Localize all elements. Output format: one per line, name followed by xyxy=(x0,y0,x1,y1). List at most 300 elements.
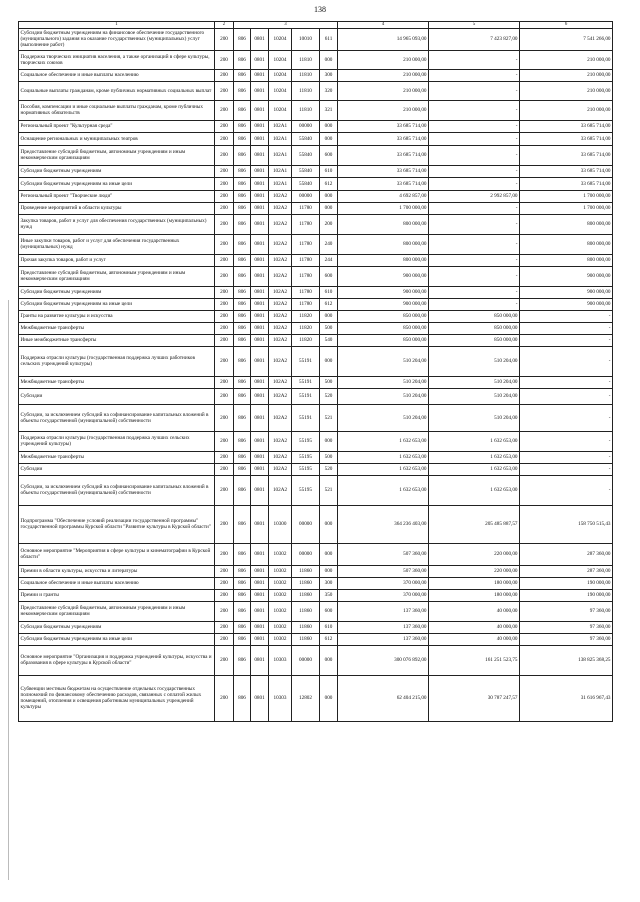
code-expense-type: 000 xyxy=(320,431,338,451)
code-ministry: 200 xyxy=(215,28,234,50)
table-row xyxy=(19,81,613,100)
row-name: Социальное обеспечение и иные выплаты населению xyxy=(19,69,215,81)
code-section: 806 xyxy=(234,475,251,505)
code-expense-type: 000 xyxy=(320,50,338,69)
table-row xyxy=(19,589,613,601)
amount-federal: 850 000,00 xyxy=(429,334,520,346)
table-row xyxy=(19,475,613,505)
code-program: 10302 xyxy=(269,601,292,621)
code-expense-type: 200 xyxy=(320,214,338,234)
amount-federal: 2 992 857,00 xyxy=(429,190,520,202)
code-subsection: 0801 xyxy=(251,145,269,165)
amount-total: 800 000,00 xyxy=(338,234,429,254)
code-expense-type: 000 xyxy=(320,346,338,376)
amount-regional: 900 000,00 xyxy=(520,286,613,298)
budget-table xyxy=(18,21,613,722)
code-expense-type: 000 xyxy=(320,505,338,543)
code-section: 806 xyxy=(234,633,251,645)
code-subsection: 0801 xyxy=(251,675,269,721)
amount-federal: 40 000,00 xyxy=(429,633,520,645)
code-ministry: 200 xyxy=(215,376,234,388)
amount-total: 1 632 653,00 xyxy=(338,451,429,463)
column-number: 3 xyxy=(234,22,338,29)
code-section: 806 xyxy=(234,376,251,388)
code-expense-type: 240 xyxy=(320,234,338,254)
amount-federal: 7 423 827,00 xyxy=(429,28,520,50)
code-program: 102A2 xyxy=(269,298,292,310)
code-expense-type: 610 xyxy=(320,621,338,633)
code-section: 806 xyxy=(234,463,251,475)
code-program: 102A1 xyxy=(269,165,292,177)
amount-federal: - xyxy=(429,81,520,100)
amount-total: 210 000,00 xyxy=(338,100,429,120)
amount-regional: 33 685 714,00 xyxy=(520,177,613,190)
table-row xyxy=(19,177,613,190)
code-subsection: 0801 xyxy=(251,621,269,633)
amount-regional: 210 000,00 xyxy=(520,81,613,100)
code-subsection: 0801 xyxy=(251,266,269,286)
code-direction: 11780 xyxy=(292,266,320,286)
row-name: Основное мероприятие "Организация и поддержка учреждений культуры, искусства и образования в сфере культуры в Курской области" xyxy=(19,645,215,675)
code-subsection: 0801 xyxy=(251,334,269,346)
code-program: 102A2 xyxy=(269,376,292,388)
code-section: 806 xyxy=(234,69,251,81)
table-row xyxy=(19,165,613,177)
code-expense-type: 000 xyxy=(320,565,338,577)
code-subsection: 0801 xyxy=(251,601,269,621)
code-subsection: 0801 xyxy=(251,298,269,310)
code-expense-type: 600 xyxy=(320,145,338,165)
table-row xyxy=(19,69,613,81)
code-subsection: 0801 xyxy=(251,505,269,543)
code-subsection: 0801 xyxy=(251,577,269,589)
code-expense-type: 320 xyxy=(320,81,338,100)
amount-total: 370 000,00 xyxy=(338,577,429,589)
amount-regional: 190 000,00 xyxy=(520,589,613,601)
code-section: 806 xyxy=(234,298,251,310)
table-row xyxy=(19,234,613,254)
amount-total: 300 076 892,00 xyxy=(338,645,429,675)
amount-federal: 510 204,00 xyxy=(429,376,520,388)
code-expense-type: 600 xyxy=(320,266,338,286)
amount-total: 900 000,00 xyxy=(338,266,429,286)
code-direction: 10010 xyxy=(292,28,320,50)
table-row xyxy=(19,577,613,589)
row-name: Премии в области культуры, искусства и литературы xyxy=(19,565,215,577)
code-subsection: 0801 xyxy=(251,234,269,254)
amount-total: 1 632 653,00 xyxy=(338,463,429,475)
code-ministry: 200 xyxy=(215,286,234,298)
column-number: 4 xyxy=(338,22,429,29)
amount-regional: 7 541 266,00 xyxy=(520,28,613,50)
amount-federal: - xyxy=(429,50,520,69)
row-name: Межбюджетные трансферты xyxy=(19,451,215,463)
code-direction: 55191 xyxy=(292,346,320,376)
row-name: Предоставление субсидий бюджетным, автономным учреждениям и иным некоммерческим организациям xyxy=(19,601,215,621)
amount-total: 33 685 714,00 xyxy=(338,177,429,190)
code-program: 10302 xyxy=(269,633,292,645)
code-direction: 00000 xyxy=(292,505,320,543)
amount-regional: - xyxy=(520,322,613,334)
code-ministry: 200 xyxy=(215,165,234,177)
code-section: 806 xyxy=(234,589,251,601)
code-ministry: 200 xyxy=(215,310,234,322)
code-expense-type: 000 xyxy=(320,202,338,214)
code-section: 806 xyxy=(234,601,251,621)
amount-federal: 220 000,00 xyxy=(429,543,520,565)
code-ministry: 200 xyxy=(215,388,234,404)
amount-regional: - xyxy=(520,404,613,431)
code-ministry: 200 xyxy=(215,50,234,69)
code-program: 102A2 xyxy=(269,234,292,254)
code-subsection: 0801 xyxy=(251,589,269,601)
code-expense-type: 500 xyxy=(320,451,338,463)
amount-total: 1 632 653,00 xyxy=(338,431,429,451)
code-subsection: 0801 xyxy=(251,28,269,50)
code-subsection: 0801 xyxy=(251,451,269,463)
amount-regional: 138 825 368,25 xyxy=(520,645,613,675)
row-name: Иные закупки товаров, работ и услуг для обеспечения государственных (муниципальных) нужд xyxy=(19,234,215,254)
code-section: 806 xyxy=(234,322,251,334)
amount-federal: 1 632 653,00 xyxy=(429,451,520,463)
amount-federal: 1 632 653,00 xyxy=(429,431,520,451)
code-section: 806 xyxy=(234,214,251,234)
amount-total: 364 236 403,00 xyxy=(338,505,429,543)
amount-federal: - xyxy=(429,254,520,266)
table-row xyxy=(19,254,613,266)
amount-federal: - xyxy=(429,286,520,298)
code-expense-type: 500 xyxy=(320,322,338,334)
row-name: Премии и гранты xyxy=(19,589,215,601)
amount-regional: - xyxy=(520,310,613,322)
code-subsection: 0801 xyxy=(251,190,269,202)
code-direction: 55191 xyxy=(292,388,320,404)
code-expense-type: 244 xyxy=(320,254,338,266)
column-number: 1 xyxy=(19,22,215,29)
amount-federal: - xyxy=(429,132,520,145)
amount-regional: 287 360,00 xyxy=(520,543,613,565)
row-name: Предоставление субсидий бюджетным, автономным учреждениям и иным некоммерческим организациям xyxy=(19,145,215,165)
code-section: 806 xyxy=(234,346,251,376)
code-subsection: 0801 xyxy=(251,50,269,69)
code-program: 102A1 xyxy=(269,145,292,165)
amount-total: 4 692 857,00 xyxy=(338,190,429,202)
row-name: Субсидии, за исключением субсидий на софинансирование капитальных вложений в объекты государственной (муниципальной) собственности xyxy=(19,475,215,505)
table-row xyxy=(19,463,613,475)
amount-total: 33 685 714,00 xyxy=(338,120,429,132)
table-row xyxy=(19,388,613,404)
code-expense-type: 610 xyxy=(320,286,338,298)
code-subsection: 0801 xyxy=(251,132,269,145)
code-direction: 11780 xyxy=(292,202,320,214)
row-name: Поддержка отрасли культуры (государственная поддержка лучших работников сельских учреждений культуры) xyxy=(19,346,215,376)
code-section: 806 xyxy=(234,621,251,633)
code-expense-type: 000 xyxy=(320,645,338,675)
row-name: Иные межбюджетные трансферты xyxy=(19,334,215,346)
code-section: 806 xyxy=(234,177,251,190)
code-program: 10300 xyxy=(269,505,292,543)
table-row xyxy=(19,451,613,463)
amount-federal: 205 485 887,57 xyxy=(429,505,520,543)
amount-federal: - xyxy=(429,145,520,165)
row-name: Субсидии xyxy=(19,388,215,404)
code-program: 102A2 xyxy=(269,451,292,463)
code-expense-type: 521 xyxy=(320,404,338,431)
code-section: 806 xyxy=(234,334,251,346)
code-ministry: 200 xyxy=(215,145,234,165)
amount-regional: 97 360,00 xyxy=(520,601,613,621)
code-ministry: 200 xyxy=(215,463,234,475)
code-ministry: 200 xyxy=(215,132,234,145)
amount-regional: - xyxy=(520,431,613,451)
code-section: 806 xyxy=(234,310,251,322)
row-name: Гранты на развитие культуры и искусства xyxy=(19,310,215,322)
amount-regional: 190 000,00 xyxy=(520,577,613,589)
amount-total: 33 685 714,00 xyxy=(338,145,429,165)
table-row xyxy=(19,565,613,577)
row-name: Социальное обеспечение и иные выплаты населению xyxy=(19,577,215,589)
amount-federal: 510 204,00 xyxy=(429,388,520,404)
code-section: 806 xyxy=(234,100,251,120)
amount-federal: 510 204,00 xyxy=(429,346,520,376)
code-program: 102A2 xyxy=(269,388,292,404)
code-direction: 55195 xyxy=(292,451,320,463)
code-subsection: 0801 xyxy=(251,431,269,451)
code-section: 806 xyxy=(234,145,251,165)
amount-federal: 1 632 653,00 xyxy=(429,463,520,475)
table-row xyxy=(19,286,613,298)
table-row xyxy=(19,346,613,376)
amount-federal: - xyxy=(429,177,520,190)
code-expense-type: 300 xyxy=(320,577,338,589)
code-subsection: 0801 xyxy=(251,565,269,577)
code-section: 806 xyxy=(234,543,251,565)
table-row xyxy=(19,190,613,202)
code-program: 102A2 xyxy=(269,475,292,505)
row-name: Субсидии, за исключением субсидий на софинансирование капитальных вложений в объекты государственной (муниципальной) собственности xyxy=(19,404,215,431)
code-section: 806 xyxy=(234,81,251,100)
code-program: 10204 xyxy=(269,69,292,81)
row-name: Субсидии бюджетным учреждениям на иные цели xyxy=(19,177,215,190)
code-expense-type: 000 xyxy=(320,190,338,202)
row-name: Субсидии бюджетным учреждениям xyxy=(19,286,215,298)
row-name: Социальные выплаты гражданам, кроме публичных нормативных социальных выплат xyxy=(19,81,215,100)
code-expense-type: 520 xyxy=(320,463,338,475)
code-section: 806 xyxy=(234,565,251,577)
amount-regional: 1 700 000,00 xyxy=(520,190,613,202)
amount-regional: - xyxy=(520,388,613,404)
code-section: 806 xyxy=(234,50,251,69)
table-row xyxy=(19,100,613,120)
code-section: 806 xyxy=(234,254,251,266)
code-ministry: 200 xyxy=(215,346,234,376)
amount-total: 800 000,00 xyxy=(338,214,429,234)
code-expense-type: 612 xyxy=(320,298,338,310)
code-program: 102A2 xyxy=(269,286,292,298)
code-program: 102A2 xyxy=(269,346,292,376)
code-ministry: 200 xyxy=(215,69,234,81)
code-subsection: 0801 xyxy=(251,376,269,388)
code-program: 10204 xyxy=(269,100,292,120)
amount-total: 850 000,00 xyxy=(338,334,429,346)
amount-federal: 220 000,00 xyxy=(429,565,520,577)
code-section: 806 xyxy=(234,505,251,543)
code-ministry: 200 xyxy=(215,298,234,310)
amount-total: 900 000,00 xyxy=(338,298,429,310)
amount-regional: - xyxy=(520,376,613,388)
amount-regional: - xyxy=(520,463,613,475)
amount-total: 210 000,00 xyxy=(338,50,429,69)
amount-total: 62 404 215,00 xyxy=(338,675,429,721)
amount-federal: 40 000,00 xyxy=(429,601,520,621)
row-name: Подпрограмма "Обеспечение условий реализации государственной программы" государственной программы Курской области "Развитие культуры в Курской области" xyxy=(19,505,215,543)
table-row xyxy=(19,675,613,721)
code-program: 102A2 xyxy=(269,202,292,214)
column-number: 5 xyxy=(429,22,520,29)
code-ministry: 200 xyxy=(215,120,234,132)
amount-total: 510 204,00 xyxy=(338,346,429,376)
row-name: Поддержка творческих инициатив населения, а также организаций в сфере культуры, творческих союзов xyxy=(19,50,215,69)
amount-total: 33 685 714,00 xyxy=(338,132,429,145)
code-section: 806 xyxy=(234,234,251,254)
code-ministry: 200 xyxy=(215,565,234,577)
amount-regional: 97 360,00 xyxy=(520,621,613,633)
table-row xyxy=(19,601,613,621)
code-ministry: 200 xyxy=(215,177,234,190)
amount-regional: - xyxy=(520,346,613,376)
code-direction: 11820 xyxy=(292,310,320,322)
code-subsection: 0801 xyxy=(251,202,269,214)
row-name: Межбюджетные трансферты xyxy=(19,322,215,334)
amount-federal: 1 632 653,00 xyxy=(429,475,520,505)
code-expense-type: 600 xyxy=(320,601,338,621)
code-program: 10303 xyxy=(269,645,292,675)
amount-total: 1 632 653,00 xyxy=(338,475,429,505)
table-row xyxy=(19,28,613,50)
row-name: Субсидии бюджетным учреждениям на иные цели xyxy=(19,633,215,645)
amount-regional: 210 000,00 xyxy=(520,100,613,120)
code-ministry: 200 xyxy=(215,645,234,675)
table-row xyxy=(19,376,613,388)
row-name: Субсидии бюджетным учреждениям на иные цели xyxy=(19,298,215,310)
code-expense-type: 611 xyxy=(320,28,338,50)
table-row xyxy=(19,404,613,431)
code-program: 102A1 xyxy=(269,132,292,145)
code-subsection: 0801 xyxy=(251,177,269,190)
code-ministry: 200 xyxy=(215,543,234,565)
code-direction: 12802 xyxy=(292,675,320,721)
amount-regional: 287 360,00 xyxy=(520,565,613,577)
row-name: Прочая закупка товаров, работ и услуг xyxy=(19,254,215,266)
table-row xyxy=(19,633,613,645)
code-program: 102A2 xyxy=(269,463,292,475)
column-number: 2 xyxy=(215,22,234,29)
code-program: 10303 xyxy=(269,675,292,721)
code-ministry: 200 xyxy=(215,451,234,463)
code-expense-type: 300 xyxy=(320,69,338,81)
code-ministry: 200 xyxy=(215,234,234,254)
code-section: 806 xyxy=(234,388,251,404)
code-program: 10302 xyxy=(269,577,292,589)
table-row xyxy=(19,322,613,334)
amount-federal: - xyxy=(429,100,520,120)
row-name: Поддержка отрасли культуры (государственная поддержка лучших сельских учреждений культуры) xyxy=(19,431,215,451)
amount-regional: 33 685 714,00 xyxy=(520,145,613,165)
code-ministry: 200 xyxy=(215,334,234,346)
amount-federal: 161 251 523,75 xyxy=(429,645,520,675)
code-direction: 55840 xyxy=(292,132,320,145)
table-row xyxy=(19,298,613,310)
code-subsection: 0801 xyxy=(251,475,269,505)
table-row xyxy=(19,120,613,132)
amount-federal: 510 204,00 xyxy=(429,404,520,431)
row-name: Субсидии бюджетным учреждениям xyxy=(19,621,215,633)
code-subsection: 0801 xyxy=(251,286,269,298)
code-subsection: 0801 xyxy=(251,404,269,431)
code-direction: 11810 xyxy=(292,81,320,100)
row-name: Субсидии бюджетным учреждениям xyxy=(19,165,215,177)
amount-federal: 850 000,00 xyxy=(429,310,520,322)
code-section: 806 xyxy=(234,28,251,50)
amount-federal: - xyxy=(429,266,520,286)
amount-federal: - xyxy=(429,234,520,254)
table-row xyxy=(19,214,613,234)
code-program: 102A2 xyxy=(269,214,292,234)
amount-federal: - xyxy=(429,165,520,177)
amount-total: 507 360,00 xyxy=(338,543,429,565)
code-direction: 55191 xyxy=(292,376,320,388)
code-direction: 11780 xyxy=(292,254,320,266)
code-program: 10204 xyxy=(269,28,292,50)
amount-regional: 210 000,00 xyxy=(520,50,613,69)
amount-total: 33 685 714,00 xyxy=(338,165,429,177)
code-direction: 55840 xyxy=(292,177,320,190)
code-direction: 55840 xyxy=(292,165,320,177)
amount-regional: - xyxy=(520,475,613,505)
table-row xyxy=(19,266,613,286)
code-subsection: 0801 xyxy=(251,463,269,475)
code-expense-type: 000 xyxy=(320,132,338,145)
amount-total: 210 000,00 xyxy=(338,81,429,100)
amount-regional: - xyxy=(520,451,613,463)
code-direction: 11860 xyxy=(292,633,320,645)
code-program: 10302 xyxy=(269,621,292,633)
code-ministry: 200 xyxy=(215,404,234,431)
code-section: 806 xyxy=(234,577,251,589)
row-name: Проведение мероприятий в области культуры xyxy=(19,202,215,214)
amount-regional: 800 000,00 xyxy=(520,254,613,266)
amount-federal: - xyxy=(429,202,520,214)
code-program: 10204 xyxy=(269,50,292,69)
code-section: 806 xyxy=(234,202,251,214)
code-direction: 11860 xyxy=(292,565,320,577)
row-name: Основное мероприятие "Мероприятия в сфере культуры и кинематографии в Курской области" xyxy=(19,543,215,565)
row-name: Субсидии xyxy=(19,463,215,475)
code-subsection: 0801 xyxy=(251,81,269,100)
code-section: 806 xyxy=(234,132,251,145)
code-expense-type: 612 xyxy=(320,177,338,190)
code-program: 102A2 xyxy=(269,266,292,286)
code-direction: 00000 xyxy=(292,543,320,565)
code-subsection: 0801 xyxy=(251,310,269,322)
amount-federal: 180 000,00 xyxy=(429,577,520,589)
code-program: 102A2 xyxy=(269,310,292,322)
code-subsection: 0801 xyxy=(251,165,269,177)
code-program: 102A2 xyxy=(269,431,292,451)
row-name: Пособия, компенсации и иные социальные выплаты гражданам, кроме публичных нормативных обязательств xyxy=(19,100,215,120)
code-ministry: 200 xyxy=(215,675,234,721)
amount-total: 1 700 000,00 xyxy=(338,202,429,214)
